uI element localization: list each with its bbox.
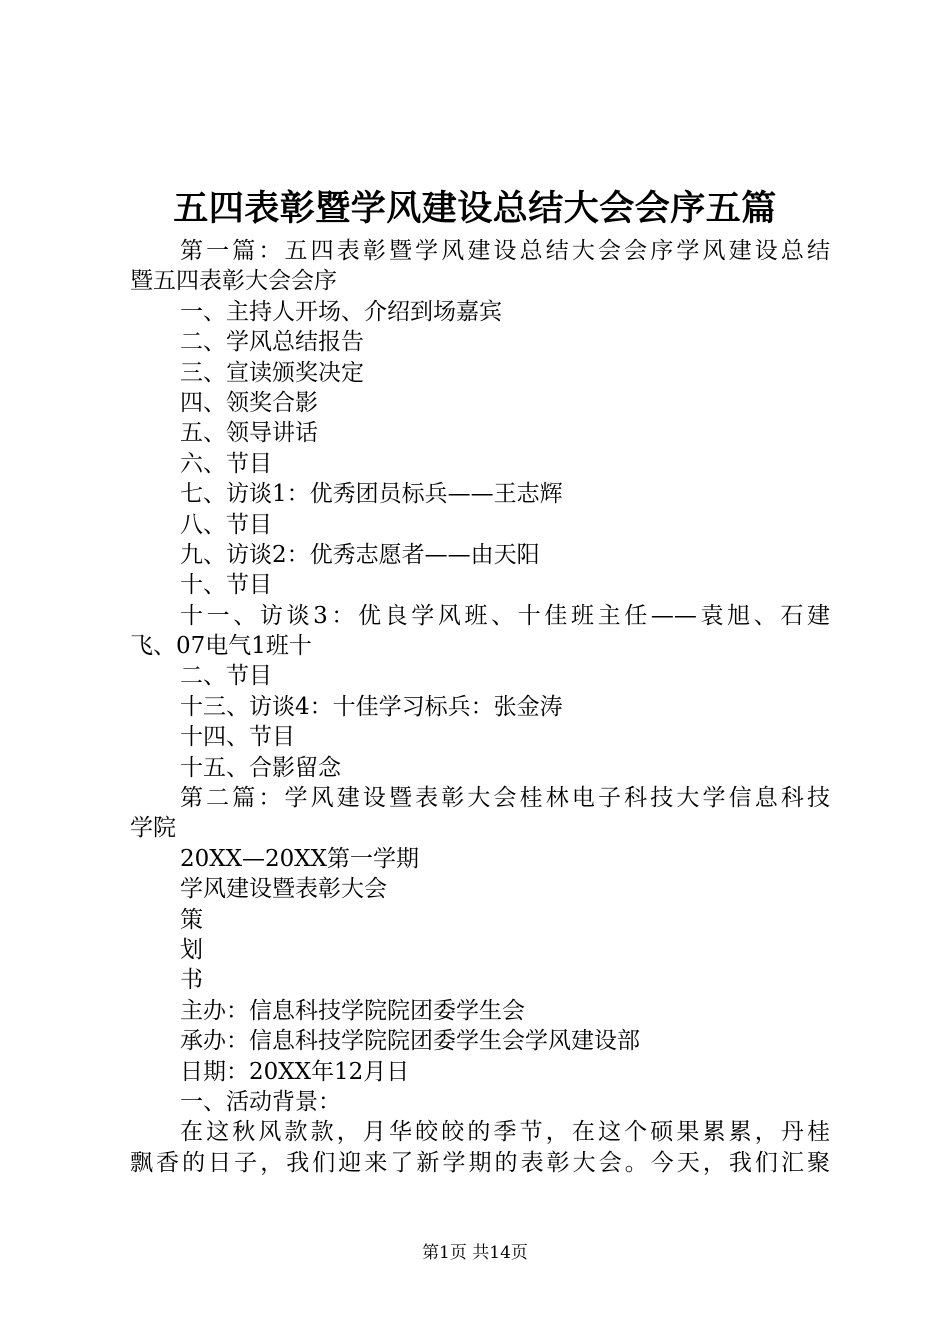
list-item: 二、学风总结报告 [180,329,364,356]
document-title: 五四表彰暨学风建设总结大会会序五篇 [173,188,777,229]
paragraph-line: 一、活动背景： [180,1088,341,1115]
list-item-continuation: 飞、07电气1班十 [130,633,312,660]
paragraph-line: 承办：信息科技学院院团委学生会学风建设部 [180,1028,640,1055]
paragraph-line: 策 [180,906,203,933]
paragraph-line: 在这秋风款款，月华皎皎的季节，在这个硕果累累，丹桂 [180,1119,830,1146]
list-item: 十、节目 [180,572,272,599]
paragraph-line: 划 [180,936,203,963]
list-item: 四、领奖合影 [180,389,318,416]
list-item: 十三、访谈4：十佳学习标兵：张金涛 [180,693,563,720]
list-item: 一、主持人开场、介绍到场嘉宾 [180,298,502,325]
paragraph-line: 日期：20XX年12月日 [180,1058,410,1085]
paragraph-line: 20XX—20XX第一学期 [180,845,420,872]
document-body [130,236,830,1178]
paragraph-line: 飘香的日子，我们迎来了新学期的表彰大会。今天，我们汇聚 [130,1149,830,1176]
list-item: 八、节目 [180,511,272,538]
paragraph-line: 暨五四表彰大会会序 [130,268,337,295]
paragraph-line: 书 [180,967,203,994]
list-item: 五、领导讲话 [180,420,318,447]
list-item: 三、宣读颁奖决定 [180,359,364,386]
list-item: 六、节目 [180,450,272,477]
list-item: 九、访谈2：优秀志愿者——由天阳 [180,541,540,568]
section-heading: 第二篇：学风建设暨表彰大会桂林电子科技大学信息科技 [180,785,830,812]
paragraph-line: 主办：信息科技学院院团委学生会 [180,997,525,1024]
paragraph-line: 第一篇：五四表彰暨学风建设总结大会会序学风建设总结 [180,238,830,264]
section-heading-continuation: 学院 [130,815,176,842]
paragraph-line: 学风建设暨表彰大会 [180,876,387,903]
list-item: 二、节目 [180,663,272,690]
list-item: 十四、节目 [180,724,295,751]
list-item: 十五、合影留念 [180,754,341,781]
list-item: 十一、访谈3：优良学风班、十佳班主任——袁旭、石建 [180,602,830,629]
list-item: 七、访谈1：优秀团员标兵——王志辉 [180,481,563,508]
page-footer: 第1页 共14页 [422,1243,528,1263]
